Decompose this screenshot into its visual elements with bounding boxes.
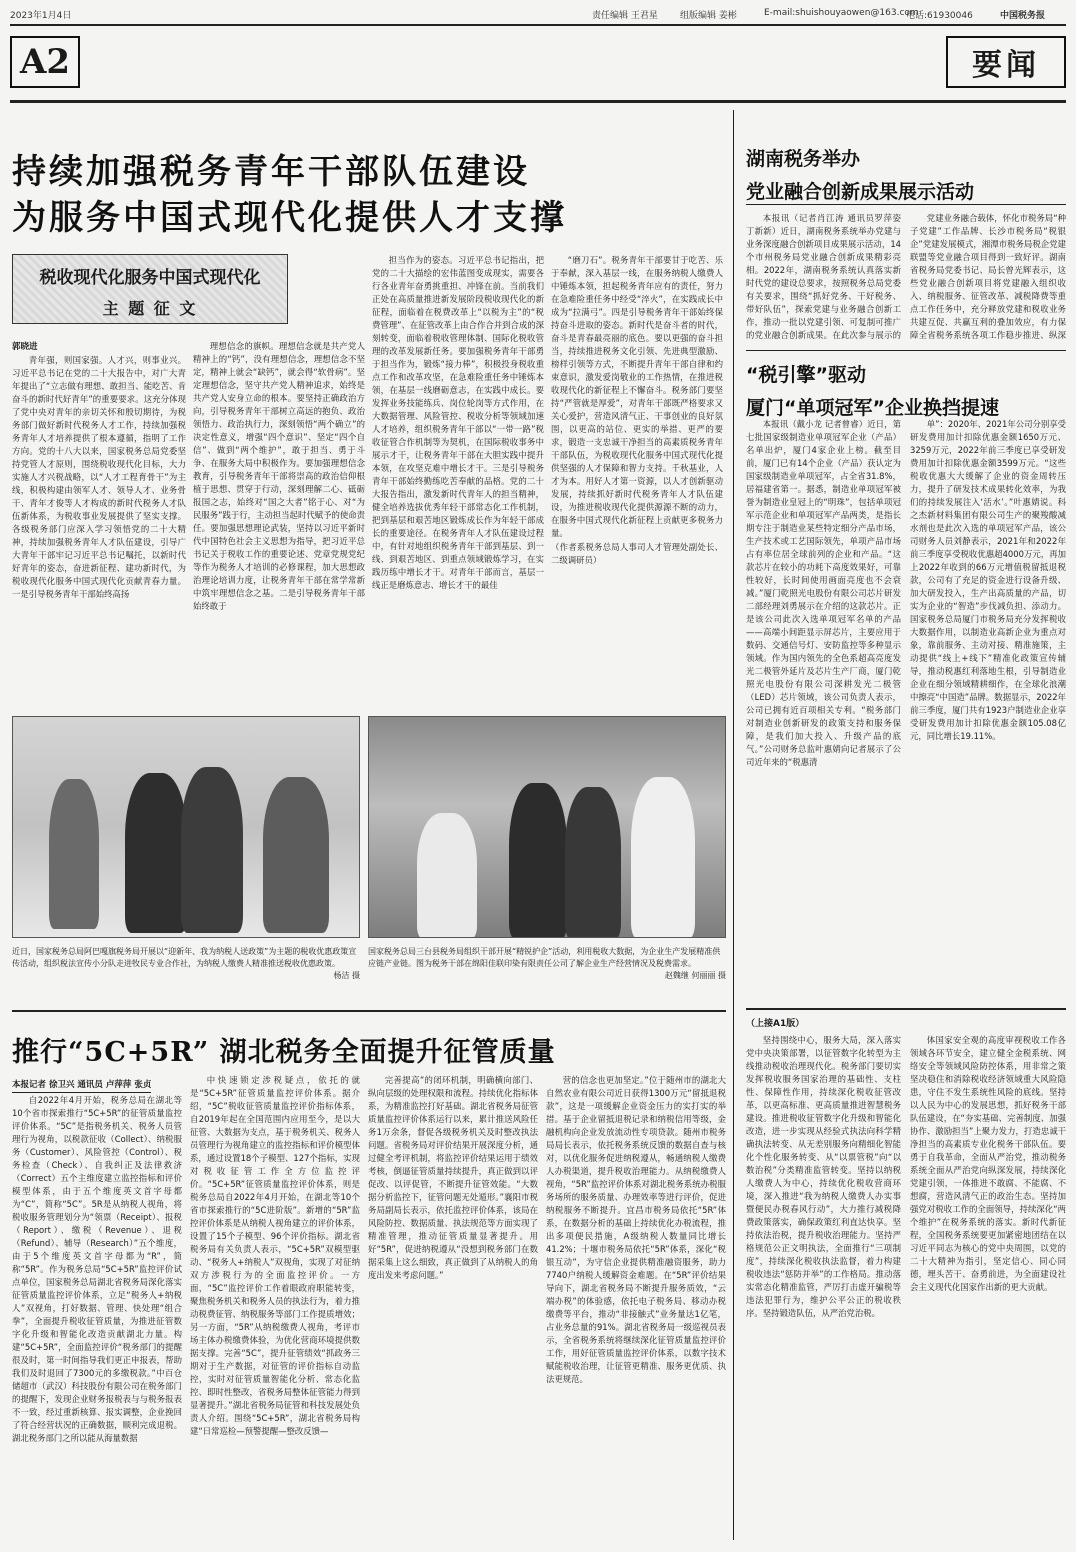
hubei-col1 bbox=[12, 1094, 182, 1540]
essay-banner-title: 税收现代化服务中国式现代化 bbox=[39, 268, 261, 288]
main-author: 郭晓进 bbox=[12, 342, 38, 352]
photo-right-caption-text: 国家税务总局三台县税务局组织干部开展“精锐护企”活动，利用税收大数据，为企业生产发展精准供应链产业链。图为税务干部在绵阳佳联印染有限责任公司了解企业生产经营情况及税费需求。 bbox=[368, 947, 721, 968]
main-col1 bbox=[12, 354, 186, 704]
xiamen-col2 bbox=[910, 418, 1066, 1000]
masthead-rule bbox=[10, 100, 1066, 103]
xiamen-col2-text: 单”：2020年、2021年公司分别享受研发费用加计扣除优惠金额1650万元、3259万元，2022年前三季度已享受研发费用加计扣除优惠金额3599万元。“这些税收优惠大大缓解了企业的资金周转压力，提升了研发技术成果转化效率，为我们的持续发展注入‘活水’。”叶惠婧说。科之杰新材料集团有限公司生产的聚羧酸减水剂也是此次入选的单项冠军产品，该公司财务人员刘静表示，2021年和2022年前三季度享受税收优惠超4000万元，再加上2022年收到的66万元增值税留抵退税款，公司有了充足的资金进行设备升级、加大研发投入，生产出高质量的产品，切实为企业的“智造”步伐减负担、添动力。国家税务总局厦门市税务局充分发挥税收大数据作用，以制造业高新企业为重点对象，靠前服务、主动对接、精准施策，主动提供“线上+线下”精准化政策宣传辅导，推动税惠红利落地生根，引导制造业企业在细分领域精耕细作，在全球化浪潮中擦亮“中国造”品牌。数据显示，2022年前三季度，厦门共有1923户制造业企业享受研发费用加计扣除优惠金额105.08亿元，同比增长19.11%。 bbox=[910, 419, 1066, 742]
hubei-col2-text: 中快速锁定涉税疑点，依托的就是“5C+5R”征管质量监控评价体系。据介绍，“5C”税收征管质量监控评价指标体系，自2019年起在全国范围内应用至今，是以大征管、大数据为支点，基于税务机关、税务人员管理行为视角建立的监控指标和评价模型体系，通过设置18个子模型、127个指标，实现对税收征管工作全方位监控评价。“5C+5R”征管质量监控评价体系，则是税务总局自2022年4月开始，在湖北等10个省市探索推行的“5C进阶版”。新增的“5R”监控评价体系是从纳税人视角建立的评价体系，设置了15个子模型、96个评价指标。湖北省税务局有关负责人表示，“5C+5R”双模型驱动、“税务人+纳税人”双视角，实现了对征纳双方涉税行为的全面监控评价。一方面，“5C”监控评价工作着眼政府职能转变，聚焦税务机关和税务人员的执法行为，着力推动税费征管、纳税服务等部门工作提质增效；另一方面，“5R”从纳税缴费人视角，考评市场主体办税缴费体验，为优化营商环境提供数据支撑。完善“5C”，提升征管绩效“抓政务三期对于生产数据，对征管的评价指标自动监控，实时对征管质量智能化分析、常态化监控、即时性整改，省税务局整体征管能力得到显著提升。”湖北省税务局征管和科技发展处负责人介绍。围绕“5C+5R”，湖北省税务局构建“日常巡检—预警提醒—整改反馈— bbox=[190, 1075, 360, 1437]
photo-right-figure-3 bbox=[565, 787, 621, 938]
page-number-box bbox=[10, 36, 80, 88]
main-col1-text: 青年强，则国家强。人才兴，则事业兴。习近平总书记在党的二十大报告中，对广大青年提出了“立志做有理想、敢担当、能吃苦、肯奋斗的新时代好青年”的重要要求。这充分体现了党中央对青年的亲切关怀和殷切期待，为税务部门做好新时代税务人才工作，持续加强税务青年人才培养提供了根本遵循，指明了工作方向。党的十八大以来，国家税务总局党委坚持党管人才原则，围绕税收现代化目标，大力实施人才兴税战略，以“人才工程育骨干”为主线，积极构建由领军人才、领导人才、业务骨干、青年才俊等人才构成的新时代税务人才队伍新体系，为税收事业发展提供了坚实支撑。各级税务部门应深入学习领悟党的二十大精神，持续加强税务青年人才队伍建设，引导广大青年干部牢记习近平总书记嘱托，以新时代好青年的姿态，奋进新征程、建功新时代，为税收现代化服务中国式现代化贡献青春力量。一是引导税务青年干部始终高扬 bbox=[12, 355, 186, 600]
hubei-byline: 本报记者 徐卫兴 通讯员 卢萍萍 张贞 bbox=[12, 1078, 151, 1093]
continued-col1-text: 坚持围绕中心，服务大局，深入落实党中央决策部署，以征管数字化转型为主线推动税收治理现代化。税务部门要切实发挥税收服务国家治理的基础性、支柱性、保障性作用，持续深化税收征管改革，以更高标准、更高质量推进智慧税务建设。推进税收征管数字化升级和智能化改造，进一步实现从经验式执法向科学精确执法转变、从无差别服务向精细化智能化个性化服务转变、从“以票管税”向“以数治税”分类精准监管转变。坚持以纳税人缴费人为中心，持续优化税收营商环境，深入推进“我为纳税人缴费人办实事暨便民办税春风行动”，大力推行减税降费政策落实，确保政策红利直达快享。坚持依法治税，提升税收治理能力。坚持严格规范公正文明执法，全面推行“三项制度”，持续深化税收执法监督，着力构建税收违法“惩防并举”的工作格局。推动落实常态化精准监管，严厉打击虚开骗税等违法犯罪行为，维护公平公正的税收秩序。坚持锻造队伍，从严治党治税。 bbox=[746, 1035, 901, 1319]
continued-col1 bbox=[746, 1034, 901, 1540]
header-paper-name: 中国税务报 bbox=[1000, 11, 1046, 21]
main-col2 bbox=[193, 340, 365, 704]
section-box bbox=[946, 36, 1066, 88]
photo-left-caption bbox=[12, 946, 360, 1006]
hunan-col2 bbox=[910, 212, 1066, 342]
xiamen-bottom-rule bbox=[746, 1008, 1066, 1010]
main-col4 bbox=[551, 254, 723, 704]
xiamen-title-line1: “税引擎”驱动 bbox=[746, 364, 866, 386]
hunan-title-line1: 湖南税务举办 bbox=[746, 148, 861, 170]
header-layout-editor: 组版编辑 姜彬 bbox=[680, 11, 737, 21]
photo-right-figure-2 bbox=[509, 783, 567, 938]
photo-left-caption-text: 近日，国家税务总局阿巴嘎旗税务局开展以“迎新年、我为纳税人送政策”为主题的税收优惠政策宣传活动，组织税法宣传小分队走进牧民专业合作社，为纳税人缴费人精准推送税收优惠政策。 bbox=[12, 947, 357, 968]
main-col3-text: 担当作为的姿态。习近平总书记指出，把党的二十大描绘的宏伟蓝图变成现实，需要各行各业青年奋勇挑重担、冲锋在前。当前我们正处在高质量推进新发展阶段税收现代化的新征程，面临着在税费改革上“以税为主”的“税费管理”、在征管改革上由合作合并到合成的深刻转变，面临着税收管理体制、国际化税收管理的改革发展新任务。要加强税务青年干部勇于担当作为，锻炼“接力棒”，积极投身税收重点工作和改革攻坚，在急难险重任务中锤炼本领，在基层一线磨砺意志，在实践中成长。要发挥业务技能练兵、岗位轮岗等方式作用，在大数据管理、风险管控、税收分析等领域加速人才培养，组织税务青年干部以“一带一路”税收征管合作机制等为契机，在国际税收事务中展示才干，让税务青年干部在大胆实践中提升本领，在攻坚克难中增长才干。三是引导税务青年干部始终勤练吃苦奉献的品格。党的二十大报告指出，激发新时代青年人的担当精神，健全培养选拔优秀年轻干部常态化工作机制，把到基层和艰苦地区锻炼成长作为年轻干部成长的重要途径。在税务青年人才队伍建设过程中，有针对地组织税务青年干部到基层、到一线、到艰苦地区、到重点领域锻炼学习，在实践历练中增长才干。对青年干部而言，基层一线正是磨炼意志、增长才干的最佳 bbox=[372, 255, 544, 591]
photo-left-credit: 杨洁 摄 bbox=[333, 971, 360, 980]
hubei-col3 bbox=[368, 1074, 538, 1540]
photo-right-caption bbox=[368, 946, 726, 1006]
essay-banner-sub: 主 题 征 文 bbox=[102, 299, 198, 318]
main-title-line2: 为服务中国式现代化提供人才支撑 bbox=[12, 198, 567, 238]
photo-right-credit: 赵魏继 何丽丽 摄 bbox=[664, 971, 726, 980]
hunan-col2-text: 党建业务融合载体，怀化市税务局“种子党建”工作品牌、长沙市税务局“税银企”党建发展模式，湘潭市税务局税企党建联盟等党业融合项目得到一致好评。湖南省税务局党委书记、局长曾光辉表示，这些党业融合创新项目将党建融入组织收入、纳税服务、征管改革、减税降费等重点工作任务中，充分释放党建和税收业务共建互促、共赢互利的叠加效应，有力保障全省税务系统各项工作稳步推进、纵深 bbox=[910, 213, 1066, 341]
photo-left bbox=[12, 716, 360, 938]
main-col4-note: （作者系税务总局人事司人才管理处副处长、二级调研员） bbox=[551, 542, 723, 566]
photo-left-figure-1 bbox=[49, 779, 99, 929]
photo-right bbox=[368, 716, 726, 938]
hubei-col1-text: 自2022年4月开始，税务总局在湖北等10个省市探索推行“5C+5R”的征管质量监控评价体系。“5C”是指税务机关、税务人员管理行为视角，以税款征收（Collect）、纳税服务（Customer）、风险管控（Control）、税务检查（Check）、自我纠正及法律救济（Correct）五个主维度建立监控指标和评价模型体系，由于五个维度英文首字母都为“C”，简称“5C”。5R是从纳税人视角，将税收服务管理划分为“领票（Receipt）、报税（Report）、缴税（Revenue）、退税（Refund）、辅导（Research）”五个维度，由于5个维度英文首字母都为“R”，简称“5R”。作为税务总局“5C+5R”监控评价试点单位，国家税务总局湖北省税务局深化落实征管质量监控评价体系，立足“税务人+纳税人”双视角，打好数据、管理、快处理“组合拳”，全面提升税收征管质量，为推进征管数字化升级和智能化改造贡献湖北力量。构建“5C+5R”，全面监控评价“税务部门的提醒很及时，第一时间指导我们更正申报表，帮助我们及时退回了7300元的多缴税款。”中百仓储超市（武汉）科技股份有限公司在税务部门的提醒下，发现企业财务报税表与与税务报表不一致，经过重新核算、报实调整，企业挽回了符合经营状况的正确数据，顺利完成退税。湖北税务部门之所以能从海量数据 bbox=[12, 1095, 182, 1444]
photo-right-figure-4 bbox=[631, 777, 695, 938]
continued-label: （上接A1版） bbox=[746, 1019, 805, 1029]
photo-left-figure-3 bbox=[181, 767, 243, 933]
hunan-col1-text: 本报讯（记者肖江涛 通讯员罗萍姿 丁新新）近日，湖南税务系统举办党建与业务深度融合创新项目成果展示活动，14个市州税务局党业融合创新成果精彩亮相。2022年，湖南税务系统认真落实新时代党的建设总要求，按照税务总局党委有关要求，围绕“抓好党务、干好税务、带好队伍”，探索党建与业务融合创新工作，推动一批以党建引领、可复制可推广的党业融合创新成果。在此次参与展示的 bbox=[746, 213, 901, 341]
photo-bottom-rule bbox=[12, 1010, 726, 1012]
page-number: A2 bbox=[19, 42, 71, 82]
continued-col2-text: 体国家安全观的高度审视税收工作各领域各环节安全，建立健全金税系统、网络安全等领域风险防控体系，用非常之策坚决稳住和消除税收经济领域重大风险隐患，守住不发生系统性风险的底线。坚持以人民为中心的发展思想，抓好税务干部队伍建设，在“夯实基础、完善制度、加强协作、激励担当”上聚力发力，打造忠诚干净担当的高素质专业化税务干部队伍。要勇于自我革命，全面从严治党，推动税务系统全面从严治党向纵深发展，持续深化党建引领，一体推进不敢腐、不能腐、不想腐，营造风清气正的政治生态。坚持加强党对税收工作的全面领导，持续深化“两个维护”在税务系统的落实。新时代新征程，全国税务系统要更加紧密地团结在以习近平同志为核心的党中央周围，以党的二十大精神为指引，坚定信心、同心同德，埋头苦干、奋勇前进，为全面建设社会主义现代化国家作出新的更大贡献。 bbox=[910, 1035, 1066, 1293]
photo-left-figure-2 bbox=[125, 773, 187, 933]
xiamen-col1 bbox=[746, 418, 901, 1000]
photo-left-figure-4 bbox=[263, 777, 329, 933]
header-editor: 责任编辑 王君星 bbox=[592, 11, 658, 21]
hunan-headline bbox=[746, 144, 1066, 204]
header-email: E-mail:shuishouyaowen@163.com bbox=[764, 8, 919, 18]
xiamen-col1-text: 本报讯（戴小龙 记者曾睿）近日，第七批国家级制造业单项冠军企业（产品）名单出炉，厦门4家企业上榜。截至目前，厦门已有14个企业（产品）获认定为国家级制造业单项冠军，占全省31.8%，居福建省第一。据悉，制造业单项冠军被誉为制造业皇冠上的“明珠”，包括单项冠军示范企业和单项冠军产品两类，是指长期专注于制造业某些特定细分产品市场，生产技术或工艺国际领先，单项产品市场占有率位居全球前列的企业和产品。“这款芯片在较小的功耗下高度效果好，可靠性较好，长时间使用画面亮度也不会衰减。”厦门乾照光电股份有限公司芯片研发二部经理刘勇展示在介绍的这款芯片。正是该公司此次入选单项冠军名单的产品——高端小间距显示屏芯片，主要应用于数码、交通信号灯、安防监控等多种显示领域。作为国内领先的全色系超高亮度发光二极管外延片及芯片生产厂商，厦门乾照光电股份有限公司深耕发光二极管（LED）芯片领域，该公司负责人表示，公司已拥有近百项相关专利。“税务部门对制造业创新研发的政策支持和服务保障，是我们加大投入、升级产品的底气。”公司财务总监叶惠婧向记者展示了公司近年来的“税惠清 bbox=[746, 419, 901, 768]
main-col4-text: “磨刀石”。税务青年干部要甘于吃苦、乐于奉献，深入基层一线，在服务纳税人缴费人中锤炼本领，担起税务青年应有的责任，努力在急难险重任务中经受“淬火”，在实践成长中成为“拉满弓”。四是引导税务青年干部始终保持奋斗进取的姿态。新时代是奋斗者的时代，奋斗是青春最亮丽的底色。要以更强的奋斗担当，持续推进税务文化引领、先进典型激励、榜样引领等方式，不断提升青年干部自律和约束意识，激发爱岗敬业的工作热情，在推进税收现代化的新征程上不懈奋斗。税务部门要坚持“严管就是厚爱”，对青年干部既严格要求又关心爱护，营造风清气正、干事创业的良好氛围，以更高的站位、更实的举措、更严的要求，锻造一支忠诚干净担当的高素质税务青年干部队伍，为税收现代化服务中国式现代化提供坚强的人才保障和智力支持。千秋基业，人才为本。用好人才第一资源，以人才创新驱动发展，持续抓好新时代税务青年人才队伍建设，为推进税收现代化提供源源不断的动力，在服务中国式现代化新征程上贡献更多税务力量。 bbox=[551, 255, 723, 539]
main-col2-text: 理想信念的旗帜。理想信念就是共产党人精神上的“钙”，没有理想信念，理想信念不坚定，精神上就会“缺钙”，就会得“软骨病”。坚定理想信念，坚守共产党人精神追求，始终是共产党人安身立命的根本。要坚持正确政治方向，引导税务青年干部树立高远的抱负、政治领悟力、政治执行力，深刻领悟“两个确立”的决定性意义，增强“四个意识”、坚定“四个自信”、做到“两个维护”，敢于担当、勇于斗争、在服务大局中积极作为。要加强理想信念教育，引导税务青年干部将崇高的政治信仰根植于思想、贯穿于行动，深刻理解二心、砥砺报国之志，始终对“国之大者”铭于心、对“为民服务”践于行，主动担当起时代赋予的使命责任。要加强思想理论武装，坚持以习近平新时代中国特色社会主义思想为指导，把习近平总书记关于税收工作的重要论述、党章党规党纪等作为税务人才培训的必修课程，加大思想政治理论培训力度，让税务青年干部在常学常新中筑牢理想信念之基。二是引导税务青年干部始终敢于 bbox=[193, 341, 365, 612]
hunan-col1 bbox=[746, 212, 901, 342]
hunan-bottom-rule bbox=[746, 350, 1066, 351]
photo-right-figure-1 bbox=[417, 813, 477, 938]
section-title: 要闻 bbox=[972, 48, 1040, 83]
hubei-col4 bbox=[546, 1074, 726, 1540]
main-col3 bbox=[372, 254, 544, 704]
hunan-rule bbox=[746, 204, 1066, 205]
header-date: 2023年1月4日 bbox=[10, 11, 72, 21]
hubei-col3-text: 完善提高”的闭环机制，明确横向部门、纵向层级的处理权限和流程。持续优化指标体系，为精准监控打好基础。湖北省税务局征管质量监控评价体系运行以来，累计推送风险任务1万余条，督促各级税务机关及时整改执法问题。省税务局对评价结果开展深度分析，通过健全考评机制，将监控评价结果运用于绩效考核，倒逼征管质量持续提升，真正做到以评促改、以评促管，不断提升征管效能。“大数据分析监控下，征管问题无处遁形。”襄阳市税务局副局长表示，依托监控评价体系，该局在风险防控、数据质量、执法规范等方面实现了精准管理，推动征管质量显著提升。用好“5R”，促进纳税遵从“没想到税务部门在数据采集上这么细致，真正做到了从纳税人的角度出发来考虑问题。” bbox=[368, 1075, 538, 1281]
hubei-title: 推行“5C+5R” 湖北税务全面提升征管质量 bbox=[12, 1037, 556, 1068]
hunan-title-line2: 党业融合创新成果展示活动 bbox=[746, 181, 975, 203]
essay-banner bbox=[12, 254, 288, 324]
xiamen-headline bbox=[746, 360, 1066, 420]
vertical-divider bbox=[733, 110, 734, 1540]
continued-col2 bbox=[910, 1034, 1066, 1540]
header-phone: 电话:61930046 bbox=[906, 11, 973, 21]
xiamen-title-line2: 厦门“单项冠军”企业换挡提速 bbox=[746, 397, 999, 419]
hubei-col4-text: 营的信念也更加坚定。”位于随州市的湖北大自然农业有限公司近日获得1300万元“留抵退税款”，这是一项缓解企业资金压力的实打实的举措。基于企业留抵退税记录和纳税信用等级，金融机构向企业发放流动性专项贷款。随州市税务局局长表示，依托税务系统反馈的数据自查与核对，以优化服务促进纳税遵从，畅通纳税人缴费人办税渠道，提升税收治理能力。从纳税缴费人视角，“5R”监控评价体系对湖北税务系统办税服务场所的服务质量、办理效率等进行评价，促进纳税服务不断提升。宜昌市税务局依托“5R”体系，在数据分析的基础上持续优化办税流程，推出多项便民措施，A级纳税人数量同比增长41.2%；十堰市税务局依托“5R”体系，深化“税银互动”，为守信企业提供精准融资服务，助力7740户纳税人缓解资金难题。在“5R”评价结果导向下，湖北省税务局不断提升服务质效，“云端办税”的体验感，依托电子税务局、移动办税缴费等平台，推动“非接触式”业务量达1亿笔，占业务总量的91%。湖北省税务局一级巡视员表示，全省税务系统将继续深化征管质量监控评价工作，用好征管质量监控评价体系，以数字技术赋能税收治理，让征管更精准、服务更优质、执法更规范。 bbox=[546, 1075, 726, 1385]
header-rule bbox=[10, 24, 1066, 26]
main-title-line1: 持续加强税务青年干部队伍建设 bbox=[12, 152, 530, 192]
hubei-col2 bbox=[190, 1074, 360, 1540]
